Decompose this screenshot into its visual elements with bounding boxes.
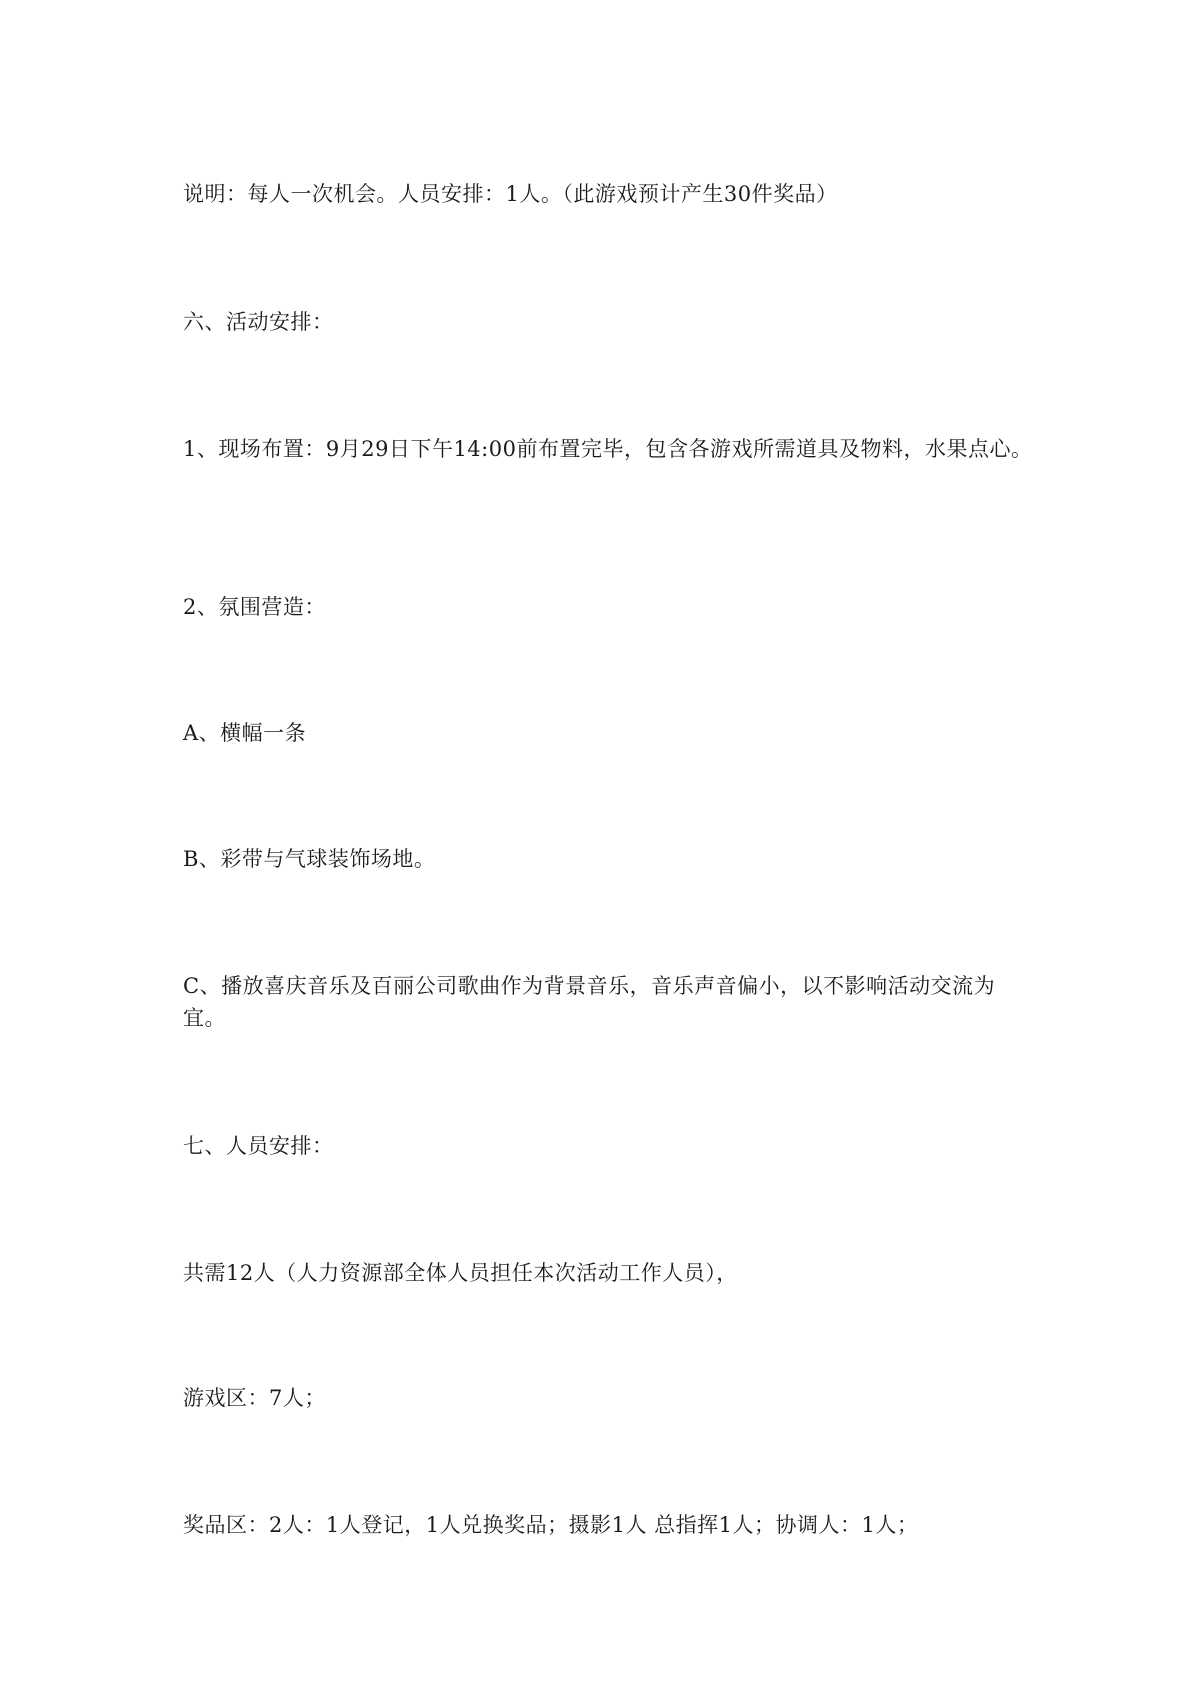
list-item-decoration: B、彩带与气球装饰场地。 [183, 847, 436, 871]
paragraph-atmosphere: 2、氛围营造： [183, 595, 326, 619]
paragraph-prize-area: 奖品区：2人：1人登记，1人兑换奖品；摄影1人 总指挥1人；协调人：1人； [183, 1513, 919, 1537]
paragraph-game-area: 游戏区：7人； [183, 1386, 326, 1410]
paragraph-game-note: 说明：每人一次机会。人员安排：1人。（此游戏预计产生30件奖品） [183, 182, 838, 206]
heading-activity-schedule: 六、活动安排： [183, 310, 334, 334]
paragraph-site-setup: 1、现场布置：9月29日下午14:00前布置完毕，包含各游戏所需道具及物料，水果点心。 [183, 437, 1033, 461]
list-item-banner: A、横幅一条 [183, 721, 307, 745]
list-item-music: C、播放喜庆音乐及百丽公司歌曲作为背景音乐，音乐声音偏小，以不影响活动交流为宜。 [183, 974, 996, 1030]
paragraph-staff-total: 共需12人（人力资源部全体人员担任本次活动工作人员）， [183, 1261, 738, 1285]
heading-staffing: 七、人员安排： [183, 1134, 334, 1158]
